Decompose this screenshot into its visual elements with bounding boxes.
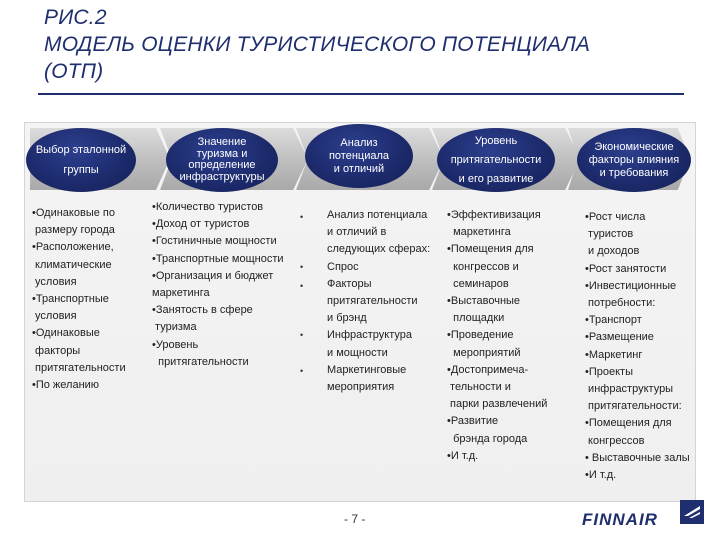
bullet-marker: • — [300, 262, 304, 272]
bullet-marker: • — [300, 212, 304, 222]
column-potential-analysis: Анализ потенциала и отличий в следующих сферах: Спрос Факторы притягательности и брэнд Инфраструктура и мощности Маркетинговые мероприятия — [327, 209, 431, 394]
stage-label: Анализ потенциала и отличий — [328, 136, 390, 175]
title-line-2: МОДЕЛЬ ОЦЕНКИ ТУРИСТИЧЕСКОГО ПОТЕНЦИАЛА — [44, 33, 591, 56]
bullet-marker: • — [300, 281, 304, 291]
stage-label: Экономические факторы влияния и требования — [588, 140, 680, 179]
column-economic-factors: •Рост числа туристов и доходов •Рост занятости •Инвестиционные потребности: •Транспорт •Размещение •Маркетинг •Проекты инфраструктуры притягательности: •Помещения для конгрессов • Выставочные залы •И т.д. — [585, 211, 690, 482]
bullet-marker: • — [300, 330, 304, 340]
column-tourism-value: •Количество туристов •Доход от туристов •Гостиничные мощности •Транспортные мощности •Организация и бюджет маркетинга •Занятость в сфере туризма •Уровень притягательности — [152, 201, 284, 368]
stage-node-economic-factors — [577, 128, 691, 192]
column-reference-group: •Одинаковые по размеру города •Расположение, климатические условия •Транспортные условия •Одинаковые факторы притягательности •По желанию — [32, 207, 126, 392]
stage-label: Уровень притягательности и его развитие — [450, 134, 542, 185]
stage-label: Выбор эталонной группы — [35, 144, 127, 176]
finnair-logo-text: FINNAIR — [582, 510, 658, 529]
title-underline — [38, 93, 684, 95]
title-line-3: (ОТП) — [44, 60, 104, 83]
stage-node-attractiveness-level — [437, 128, 555, 192]
bullet-marker: • — [300, 366, 304, 376]
page-title — [44, 4, 704, 85]
column-attractiveness-level: •Эффективизация маркетинга •Помещения для конгрессов и семинаров •Выставочные площадки •Проведение мероприятий •Достопримеча- тельности и парки развлечений •Развитие брэнда города •И т.д. — [447, 209, 548, 462]
finnair-logo-icon — [680, 500, 704, 524]
stage-node-potential-analysis — [305, 124, 413, 188]
stage-node-reference-group — [26, 128, 136, 192]
stage-node-tourism-value — [166, 128, 278, 192]
page-number: - 7 - — [344, 512, 366, 526]
stage-label: Значение туризма и определение инфраструктуры — [179, 136, 265, 183]
title-line-1: РИС.2 — [44, 6, 107, 29]
